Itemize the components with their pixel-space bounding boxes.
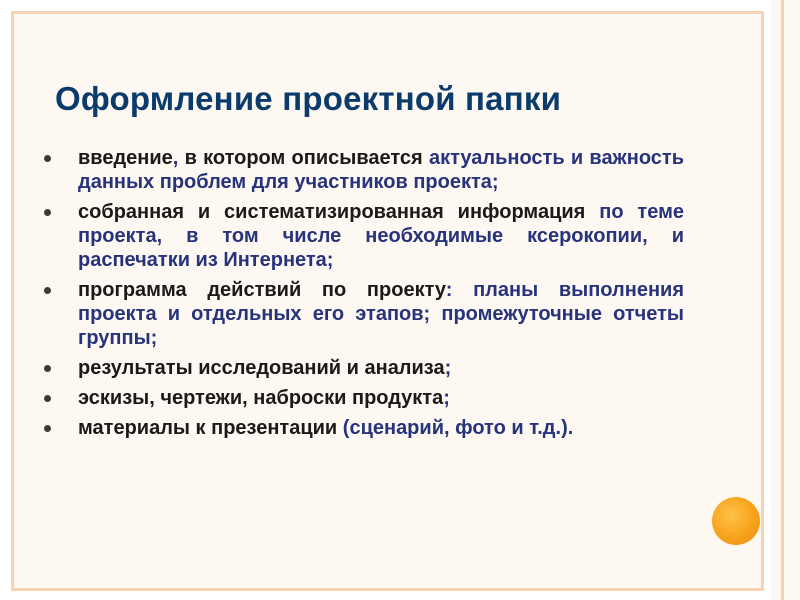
bullet-list [44, 146, 684, 446]
bullet-dot-icon [44, 425, 51, 432]
bullet-item-action-program [44, 278, 684, 350]
bullet-text: введение [78, 147, 173, 169]
bullet-text: , [172, 147, 185, 169]
bullet-text: (сценарий, фото и т.д.). [342, 417, 574, 439]
bullet-item-collected-info [44, 200, 684, 272]
bullet-item-research-results [44, 356, 684, 380]
bullet-text: в котором описывается [184, 147, 429, 169]
bullet-text: актуальность и важность данных проблем для участников проекта; [78, 147, 684, 193]
bullet-text: : [445, 279, 474, 301]
bullet-text: ; [444, 357, 452, 379]
bullet-dot-icon [44, 395, 51, 402]
slide-title: Оформление проектной папки [55, 80, 562, 117]
bullet-item-sketches [44, 386, 684, 410]
bullet-text: собранная и систематизированная информация [78, 201, 600, 223]
bullet-dot-icon [44, 287, 51, 294]
right-decor-strip [771, 0, 800, 600]
bullet-item-presentation-materials [44, 416, 684, 440]
bullet-item-introduction [44, 146, 684, 194]
right-decor-line [781, 0, 784, 600]
bullet-text: программа действий по проекту [78, 279, 446, 301]
bullet-text: материалы к презентации [78, 417, 343, 439]
bullet-dot-icon [44, 155, 51, 162]
bullet-text: ; [443, 387, 450, 409]
bullet-dot-icon [44, 209, 51, 216]
bullet-dot-icon [44, 365, 51, 372]
bullet-text: по теме проекта, в том числе необходимые ксерокопии, и распечатки из Интернета; [78, 201, 684, 271]
bullet-text: планы выполнения проекта и отдельных его этапов; промежуточные отчеты группы; [78, 279, 684, 349]
bullet-text: эскизы, чертежи, наброски продукта [78, 387, 444, 409]
orange-circle-decoration [712, 497, 760, 545]
bullet-text: результаты исследований и анализа [78, 357, 445, 379]
